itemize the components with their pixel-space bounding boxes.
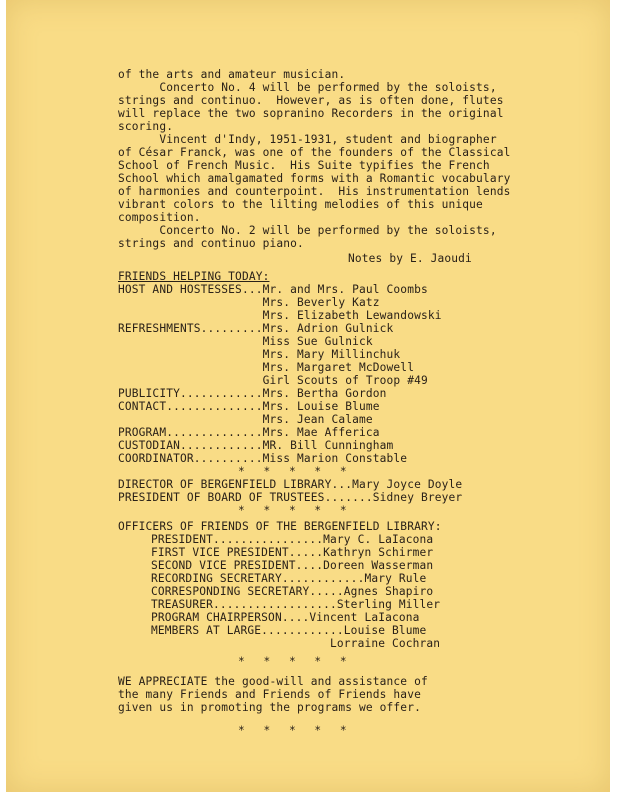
intro-line: strings and continuo. However, as is often done, flutes <box>118 94 504 107</box>
officers-line: Lorraine Cochran <box>151 637 441 650</box>
officers-line: PROGRAM CHAIRPERSON....Vincent LaIacona <box>151 611 420 624</box>
officers-heading: OFFICERS OF FRIENDS OF THE BERGENFIELD LIBRARY: <box>118 520 442 533</box>
closing-line: given us in promoting the programs we offer. <box>118 701 421 714</box>
officers-line: FIRST VICE PRESIDENT.....Kathryn Schirmer <box>151 546 434 559</box>
intro-line: Concerto No. 2 will be performed by the soloists, <box>118 224 497 237</box>
notes-credit: Notes by E. Jaoudi <box>348 252 472 265</box>
friends-line: Miss Sue Gulnick <box>118 335 373 348</box>
intro-line: of harmonies and counterpoint. His instrumentation lends <box>118 185 511 198</box>
officers-line: CORRESPONDING SECRETARY.....Agnes Shapiro <box>151 585 434 598</box>
friends-line: Mrs. Elizabeth Lewandowski <box>118 309 442 322</box>
closing-line: the many Friends and Friends of Friends have <box>118 688 421 701</box>
friends-line: CUSTODIAN............MR. Bill Cunningham <box>118 439 394 452</box>
friends-line: Mrs. Jean Calame <box>118 413 373 426</box>
officers-line: PRESIDENT................Mary C. LaIacona <box>151 533 434 546</box>
intro-line: School which amalgamated forms with a Romantic vocabulary <box>118 172 511 185</box>
friends-line: PUBLICITY............Mrs. Bertha Gordon <box>118 387 387 400</box>
friends-line: REFRESHMENTS.........Mrs. Adrion Gulnick <box>118 322 394 335</box>
intro-line: composition. <box>118 211 201 224</box>
friends-heading: FRIENDS HELPING TODAY: <box>118 270 270 283</box>
intro-line: vibrant colors to the lilting melodies of this unique <box>118 198 483 211</box>
intro-line: School of French Music. His Suite typifies the French <box>118 159 490 172</box>
friends-line: Mrs. Mary Millinchuk <box>118 348 401 361</box>
star-divider: * * * * * <box>238 465 353 478</box>
intro-line: Concerto No. 4 will be performed by the soloists, <box>118 81 497 94</box>
intro-line: Vincent d'Indy, 1951-1931, student and biographer <box>118 133 497 146</box>
intro-line: of the arts and amateur musician. <box>118 68 346 81</box>
director-line: DIRECTOR OF BERGENFIELD LIBRARY...Mary Joyce Doyle <box>118 478 463 491</box>
intro-line: scoring. <box>118 120 174 133</box>
friends-line: HOST AND HOSTESSES...Mr. and Mrs. Paul Coombs <box>118 283 428 296</box>
intro-line: strings and continuo piano. <box>118 237 304 250</box>
director-line: PRESIDENT OF BOARD OF TRUSTEES.......Sidney Breyer <box>118 491 463 504</box>
friends-line: CONTACT..............Mrs. Louise Blume <box>118 400 380 413</box>
star-divider: * * * * * <box>238 504 353 517</box>
friends-line: Mrs. Beverly Katz <box>118 296 380 309</box>
intro-line: of César Franck, was one of the founders of the Classical <box>118 146 511 159</box>
officers-line: SECOND VICE PRESIDENT....Doreen Wasserman <box>151 559 434 572</box>
officers-line: RECORDING SECRETARY............Mary Rule <box>151 572 427 585</box>
friends-line: Girl Scouts of Troop #49 <box>118 374 428 387</box>
closing-line: WE APPRECIATE the good-will and assistance of <box>118 675 428 688</box>
officers-line: MEMBERS AT LARGE............Louise Blume <box>151 624 427 637</box>
friends-line: Mrs. Margaret McDowell <box>118 361 415 374</box>
star-divider: * * * * * <box>238 655 353 668</box>
officers-line: TREASURER..................Sterling Miller <box>151 598 441 611</box>
friends-line: PROGRAM..............Mrs. Mae Afferica <box>118 426 380 439</box>
intro-line: will replace the two sopranino Recorders in the original <box>118 107 504 120</box>
document-page <box>6 0 610 792</box>
friends-line: COORDINATOR..........Miss Marion Constable <box>118 452 408 465</box>
star-divider: * * * * * <box>238 724 353 737</box>
